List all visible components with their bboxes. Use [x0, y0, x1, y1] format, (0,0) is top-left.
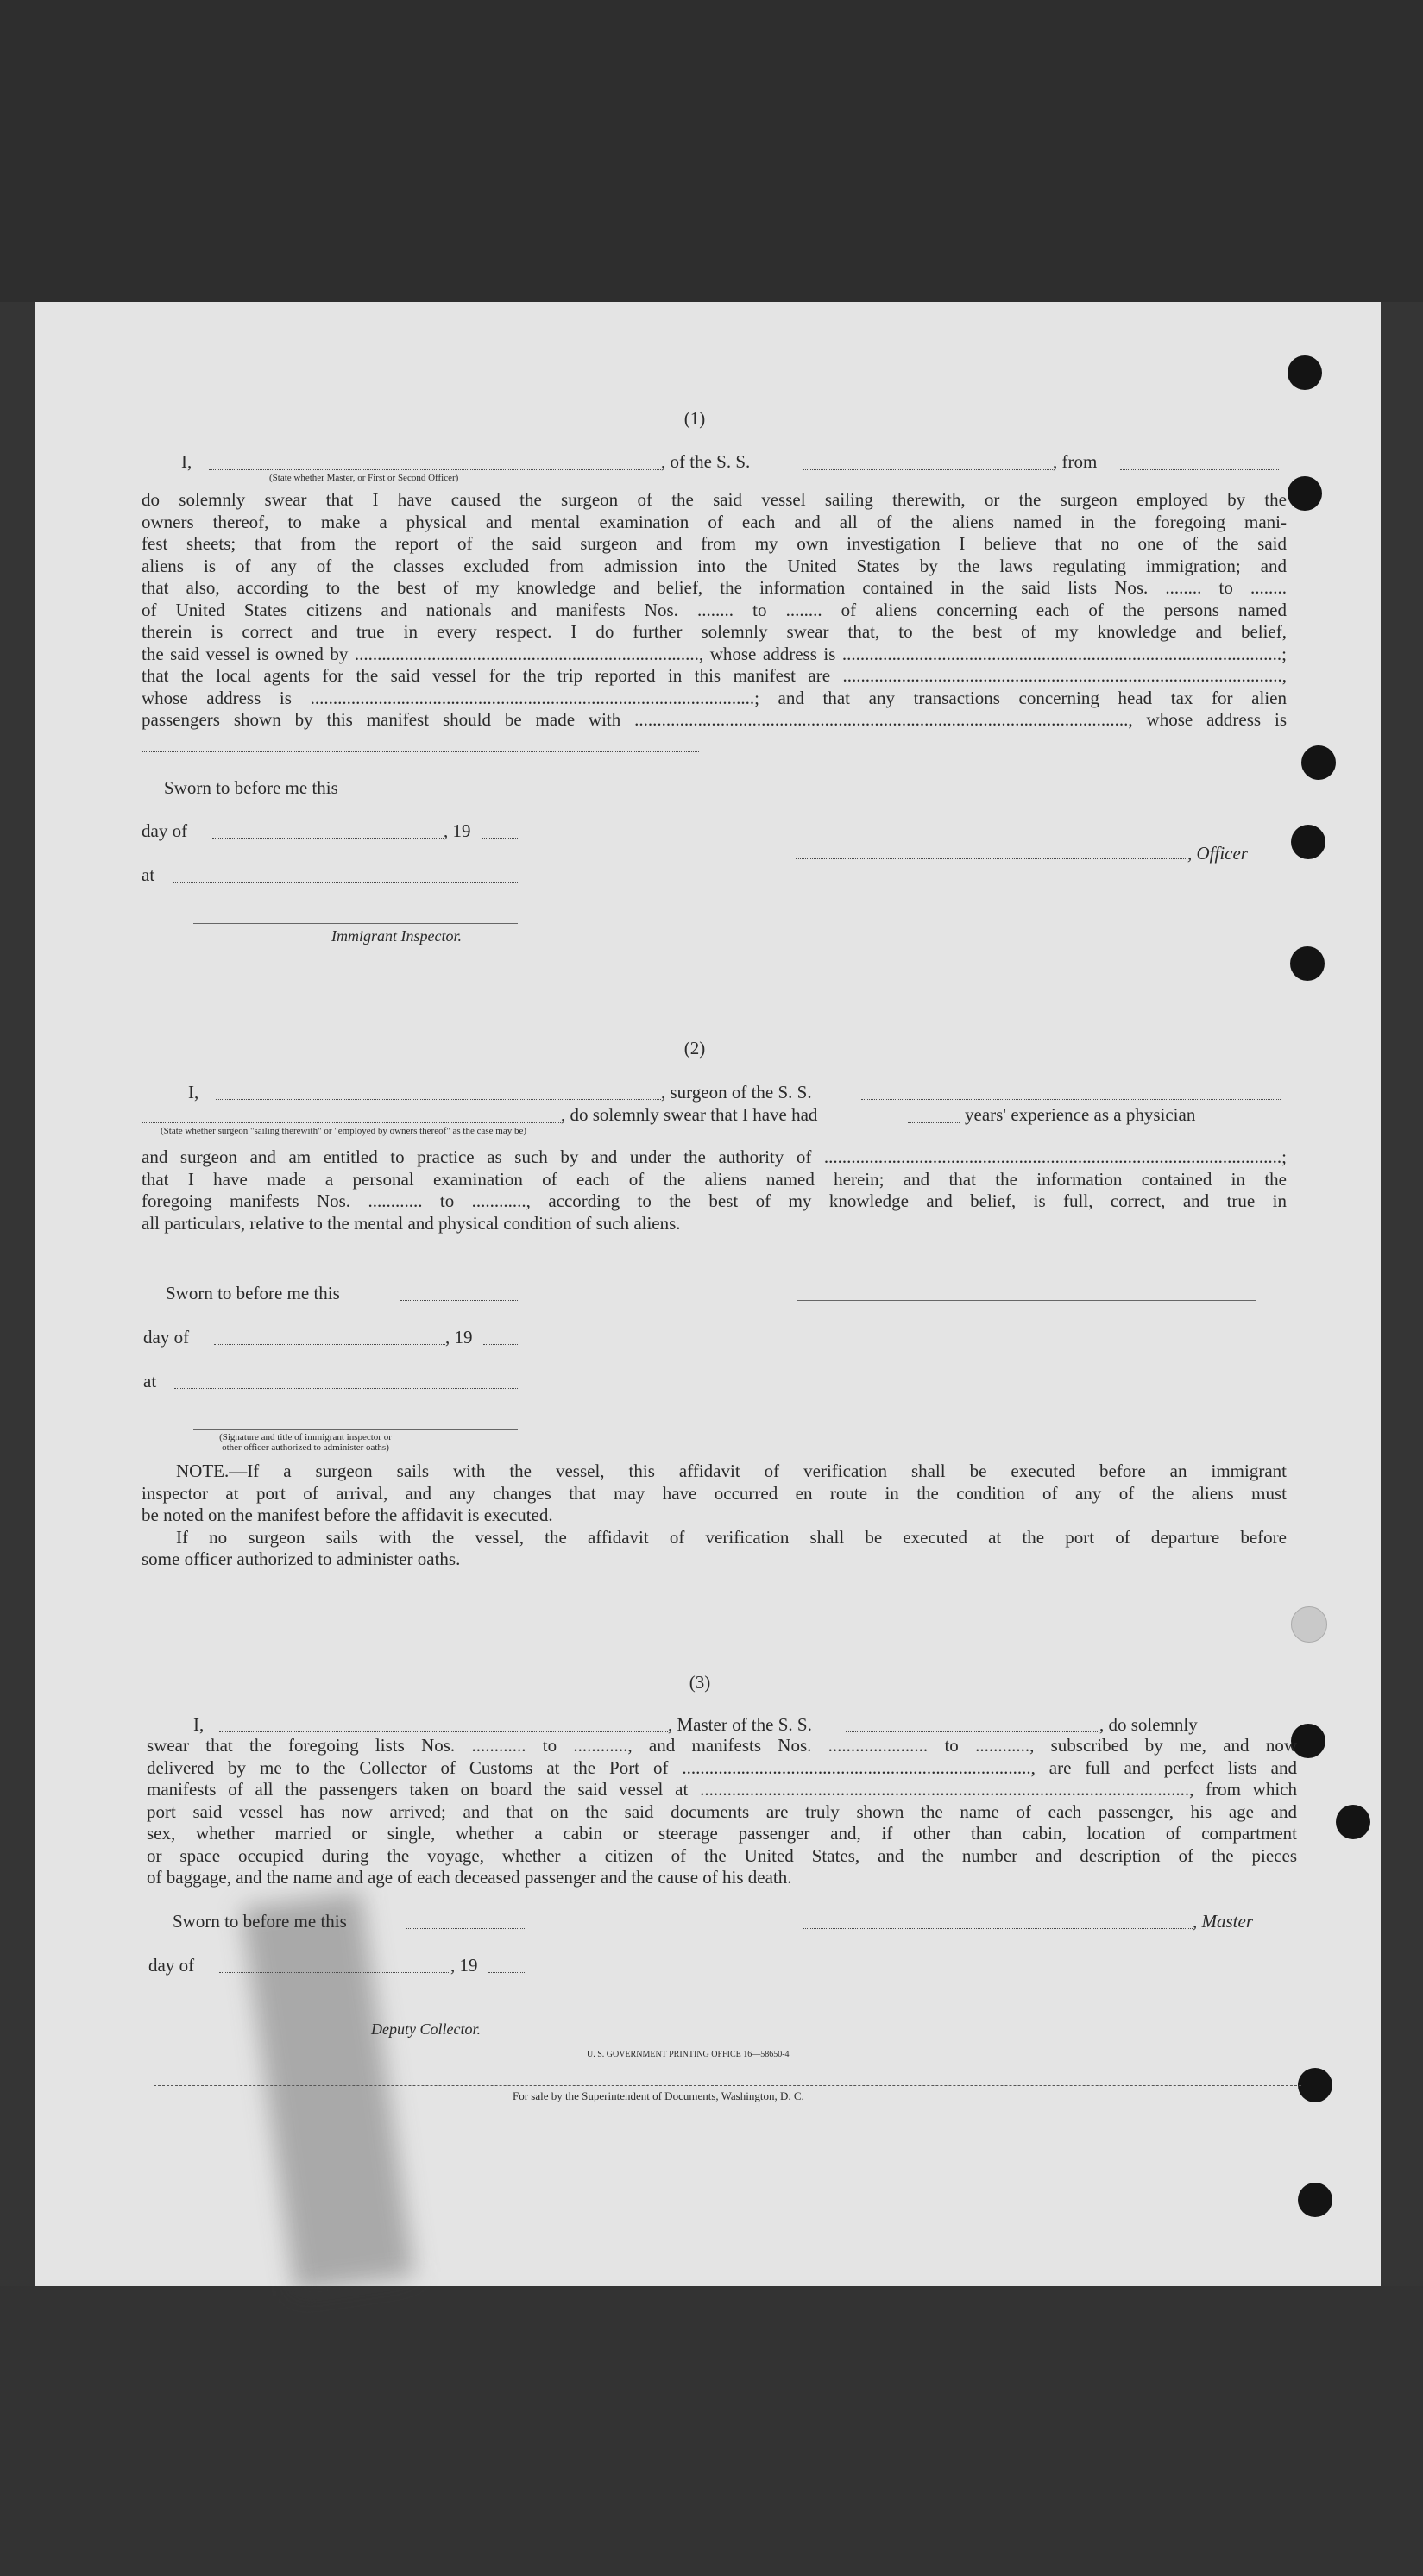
punch-hole-icon	[1291, 1606, 1327, 1643]
punch-hole-icon	[1336, 1805, 1370, 1839]
deputy-collector-signature-line[interactable]	[198, 2013, 525, 2014]
day-of-blank-1[interactable]	[212, 837, 444, 839]
section-2-body: and surgeon and am entitled to practice as such by and under the authority of .....................................................................................................; that I have made a personal examination of each of the aliens named herein; and that the information contained in the foregoing manifests Nos. ............ to ............, according to the best of my knowledge and belief, is full, correct, and true in all particulars, relative to the mental and physical condition of such aliens.	[142, 1147, 1287, 1234]
head-tax-address-blank[interactable]	[142, 751, 699, 752]
master-ship-blank[interactable]	[846, 1731, 1099, 1732]
officer-blank[interactable]	[209, 468, 661, 470]
surgeon-type-blank[interactable]	[142, 1122, 561, 1123]
scan-background-bottom	[0, 2286, 1423, 2576]
section-1-body: do solemnly swear that I have caused the surgeon of the said vessel sailing therewith, or the surgeon employed by the owners thereof, to make a physical and mental examination of each and all of the aliens named in the foregoing mani- fest sheets; that from the report of the said surgeon and from my own investigation I believe that no one of the said aliens is of any of the classes excluded from admission into the United States by the laws regulating immigration; and that also, according to the best of my knowledge and belief, the information contained in the said lists Nos. ........ to ........ of United States citizens and nationals and manifests Nos. ........ to ........ of aliens concerning each of the persons named therein is correct and true in every respect. I do further solemnly swear that, to the best of my knowledge and belief, the said vessel is owned by ............................................................................, whose address is .................................................................................................; that the local agents for the said vessel for the trip reported in this manifest are ................................................................................................., whose address is ..................................................................................................; and that any transactions concerning head tax for alien passengers shown by this manifest should be made with ............................................................................................................., whose address is	[142, 489, 1287, 730]
section-3-number: (3)	[689, 1672, 711, 1693]
surgeon-note: NOTE.—If a surgeon sails with the vessel, this affidavit of verification shall be executed before an immigrant inspector at port of arrival, and any changes that may have occurred en route in the condition of any of the aliens must be noted on the manifest before the affidavit is executed. If no surgeon sails with the vessel, the affidavit of verification shall be executed at the port of departure before some officer authorized to administer oaths.	[142, 1461, 1287, 1569]
punch-hole-icon	[1291, 825, 1325, 859]
punch-hole-icon	[1301, 745, 1336, 780]
ship-name-blank[interactable]	[803, 468, 1053, 470]
officer-signature-line-1[interactable]	[796, 794, 1253, 795]
surgeon-type-note: (State whether surgeon "sailing therewith" or "employed by owners thereof" as the case may be)	[161, 1126, 527, 1136]
gpo-imprint: U. S. GOVERNMENT PRINTING OFFICE 16—58650-4	[587, 2050, 790, 2059]
officer-label: , Officer	[1187, 843, 1248, 864]
surgeon-name-blank[interactable]	[216, 1098, 661, 1100]
day-of-label-3: day of	[148, 1955, 195, 1976]
at-label-1: at	[142, 864, 155, 885]
master-of-label: , Master of the S. S.	[668, 1714, 812, 1735]
at-label-2: at	[143, 1371, 157, 1392]
surgeon-ship-blank[interactable]	[861, 1098, 1281, 1100]
from-label: , from	[1053, 451, 1098, 472]
inspector-signature-line[interactable]	[193, 922, 518, 924]
master-label: , Master	[1193, 1911, 1253, 1932]
master-signature-blank[interactable]	[803, 1927, 1193, 1929]
signature-note-line-1: (Signature and title of immigrant inspector or	[219, 1432, 392, 1442]
year-label-3: , 19	[450, 1955, 478, 1976]
signature-note-line-2: other officer authorized to administer oaths)	[222, 1442, 389, 1453]
sworn-date-blank-3[interactable]	[406, 1927, 525, 1929]
do-solemnly-label-3: , do solemnly	[1099, 1714, 1198, 1735]
authorized-officer-signature-line[interactable]	[193, 1429, 518, 1430]
document-page	[35, 302, 1381, 2286]
officer-type-note: (State whether Master, or First or Second Officer)	[269, 473, 459, 483]
years-experience-label: years' experience as a physician	[965, 1104, 1196, 1125]
master-name-blank[interactable]	[219, 1731, 668, 1732]
section-1-i: I,	[181, 451, 192, 472]
sworn-date-blank-2[interactable]	[400, 1299, 518, 1301]
years-blank[interactable]	[908, 1122, 960, 1123]
section-3-body: swear that the foregoing lists Nos. ............ to ............, and manifests Nos. ...................... to ............, subscribed by me, and now delivered by me to the Collector of Customs at the Port of ............................................................................., are full and perfect lists and manifests of all the passengers taken on board the said vessel at ............................................................................................................, from which port said vessel has now arrived; and that on the said documents are truly shown the name of each passenger, his age and sex, whether married or single, whether a cabin or steerage passenger and, if other than cabin, location of compartment or space occupied during the voyage, whether a citizen of the United States, and the number and description of the pieces of baggage, and the name and age of each deceased passenger and the cause of his death.	[147, 1735, 1297, 1888]
day-of-blank-2[interactable]	[214, 1343, 445, 1345]
year-blank-1[interactable]	[482, 837, 518, 839]
sale-imprint: For sale by the Superintendent of Documents, Washington, D. C.	[513, 2089, 804, 2102]
punch-hole-icon	[1290, 946, 1325, 981]
section-2-i: I,	[188, 1082, 199, 1103]
do-solemnly-label-2: , do solemnly swear that I have had	[561, 1104, 818, 1125]
sworn-label-2: Sworn to before me this	[166, 1283, 340, 1304]
officer-name-blank[interactable]	[796, 858, 1187, 859]
at-blank-2[interactable]	[174, 1387, 518, 1389]
day-of-label-1: day of	[142, 820, 188, 841]
day-of-blank-3[interactable]	[219, 1971, 450, 1973]
sworn-date-blank-1[interactable]	[397, 794, 518, 795]
year-label-1: , 19	[444, 820, 471, 841]
year-blank-3[interactable]	[488, 1971, 525, 1973]
punch-hole-icon	[1288, 355, 1322, 390]
scan-background-top	[0, 0, 1423, 302]
of-the-ss-label: , of the S. S.	[661, 451, 751, 472]
year-label-2: , 19	[445, 1327, 473, 1348]
sworn-label-3: Sworn to before me this	[173, 1911, 347, 1932]
punch-hole-icon	[1298, 2183, 1332, 2217]
punch-hole-icon	[1288, 476, 1322, 511]
deputy-collector-label: Deputy Collector.	[371, 2020, 481, 2038]
section-3-i: I,	[193, 1714, 205, 1735]
ink-smudge	[241, 1891, 414, 2292]
at-blank-1[interactable]	[173, 881, 518, 883]
year-blank-2[interactable]	[483, 1343, 518, 1345]
day-of-label-2: day of	[143, 1327, 190, 1348]
section-2-number: (2)	[683, 1038, 706, 1059]
punch-hole-icon	[1298, 2068, 1332, 2102]
section-1-number: (1)	[683, 408, 706, 429]
sworn-label-1: Sworn to before me this	[164, 777, 338, 798]
footer-rule	[154, 2084, 1301, 2086]
from-port-blank[interactable]	[1120, 468, 1279, 470]
surgeon-signature-line[interactable]	[797, 1299, 1256, 1301]
immigrant-inspector-label: Immigrant Inspector.	[331, 927, 462, 945]
surgeon-of-label: , surgeon of the S. S.	[661, 1082, 812, 1103]
